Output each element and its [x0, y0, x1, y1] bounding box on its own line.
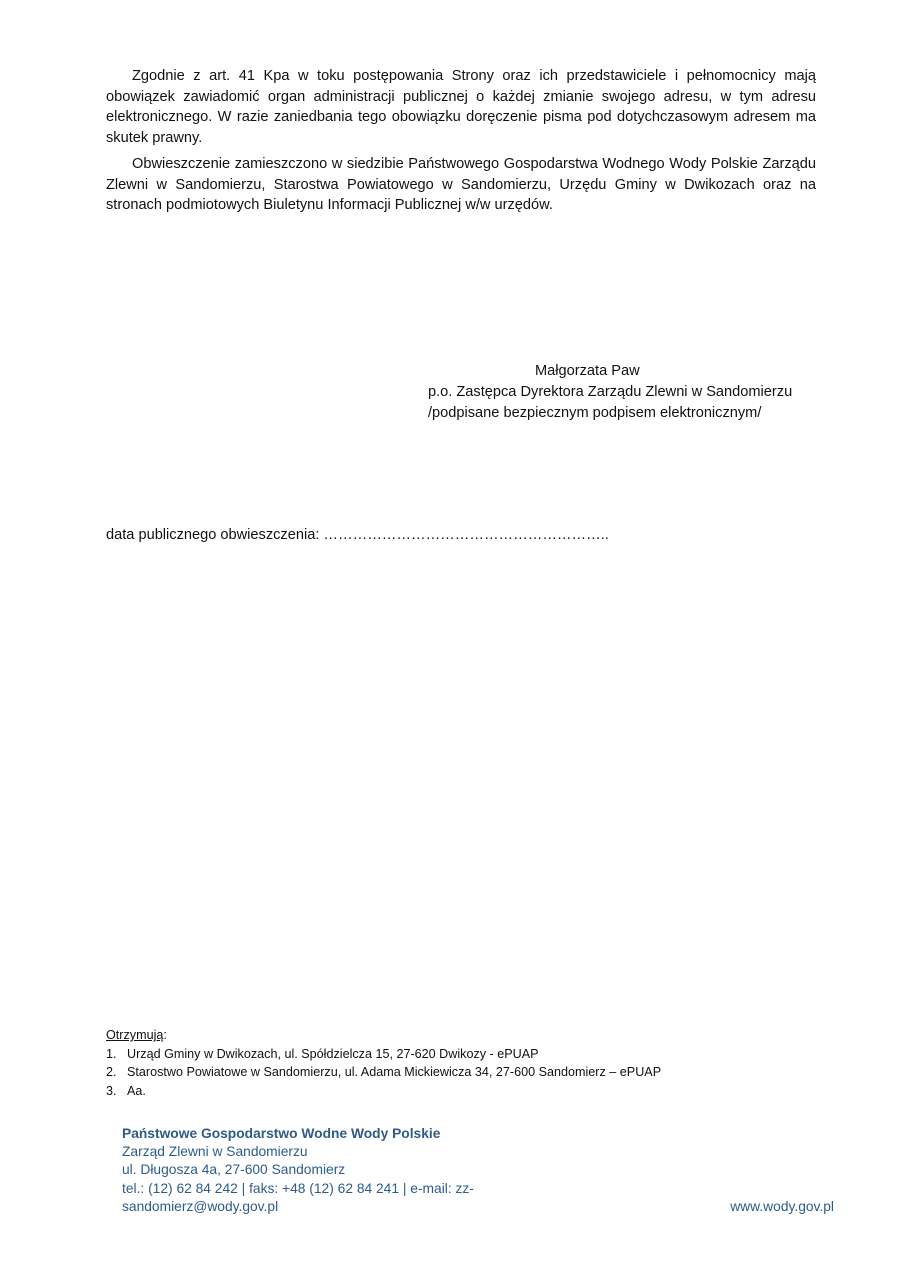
- footer-email-line: sandomierz@wody.gov.pl: [122, 1198, 279, 1214]
- footer-contact-line: tel.: (12) 62 84 242 | faks: +48 (12) 62 84 241 | e-mail: zz-: [122, 1180, 474, 1196]
- recipient-text: Starostwo Powiatowe w Sandomierzu, ul. Adama Mickiewicza 34, 27-600 Sandomierz – ePUAP: [127, 1065, 662, 1079]
- publication-date-line: data publicznego obwieszczenia: …………………………………………………..: [106, 527, 609, 543]
- recipients-heading-row: [106, 1026, 661, 1045]
- footer-org-name: Państwowe Gospodarstwo Wodne Wody Polskie: [122, 1126, 441, 1141]
- recipient-text: Urząd Gminy w Dwikozach, ul. Spółdzielcza 15, 27-620 Dwikozy - ePUAP: [127, 1046, 539, 1061]
- signatory-title: p.o. Zastępca Dyrektora Zarządu Zlewni w Sandomierzu: [428, 384, 793, 400]
- notice-body: [106, 66, 816, 222]
- signature-block: [428, 361, 848, 424]
- recipient-number: 3.: [106, 1083, 117, 1098]
- recipient-number: 1.: [106, 1046, 117, 1061]
- recipient-item: [106, 1082, 661, 1101]
- recipient-item: [106, 1063, 661, 1082]
- signatory-name: Małgorzata Paw: [535, 363, 640, 379]
- recipient-number: 2.: [106, 1065, 117, 1079]
- signature-note: /podpisane bezpiecznym podpisem elektronicznym/: [428, 405, 762, 421]
- letterhead-footer: [122, 1125, 482, 1216]
- recipients-section: [106, 1026, 661, 1100]
- footer-website: www.wody.gov.pl: [730, 1199, 834, 1214]
- notice-paragraph-publication-places: Obwieszczenie zamieszczono w siedzibie Państwowego Gospodarstwa Wodnego Wody Polskie Zarządu Zlewni w Sandomierzu, Starostwa Powiatowego w Sandomierzu, Urzędu Gminy w Dwikozach oraz na stronach podmiotowych Biuletynu Informacji Publicznej w/w urzędów.: [106, 156, 816, 213]
- recipients-heading-colon: :: [163, 1028, 167, 1042]
- recipient-text: Aa.: [127, 1083, 146, 1098]
- footer-address: ul. Długosza 4a, 27-600 Sandomierz: [122, 1162, 346, 1178]
- recipients-list: [106, 1045, 661, 1101]
- footer-unit-name: Zarząd Zlewni w Sandomierzu: [122, 1144, 308, 1160]
- notice-paragraph-address-change: Zgodnie z art. 41 Kpa w toku postępowania Strony oraz ich przedstawiciele i pełnomocnicy mają obowiązek zawiadomić organ administracji publicznej o każdej zmianie swojego adresu, w tym adresu elektronicznego. W razie zaniedbania tego obowiązku doręczenie pisma pod dotychczasowym adresem ma skutek prawny.: [106, 68, 816, 146]
- recipients-heading: Otrzymują: [106, 1028, 164, 1042]
- recipient-item: [106, 1045, 661, 1064]
